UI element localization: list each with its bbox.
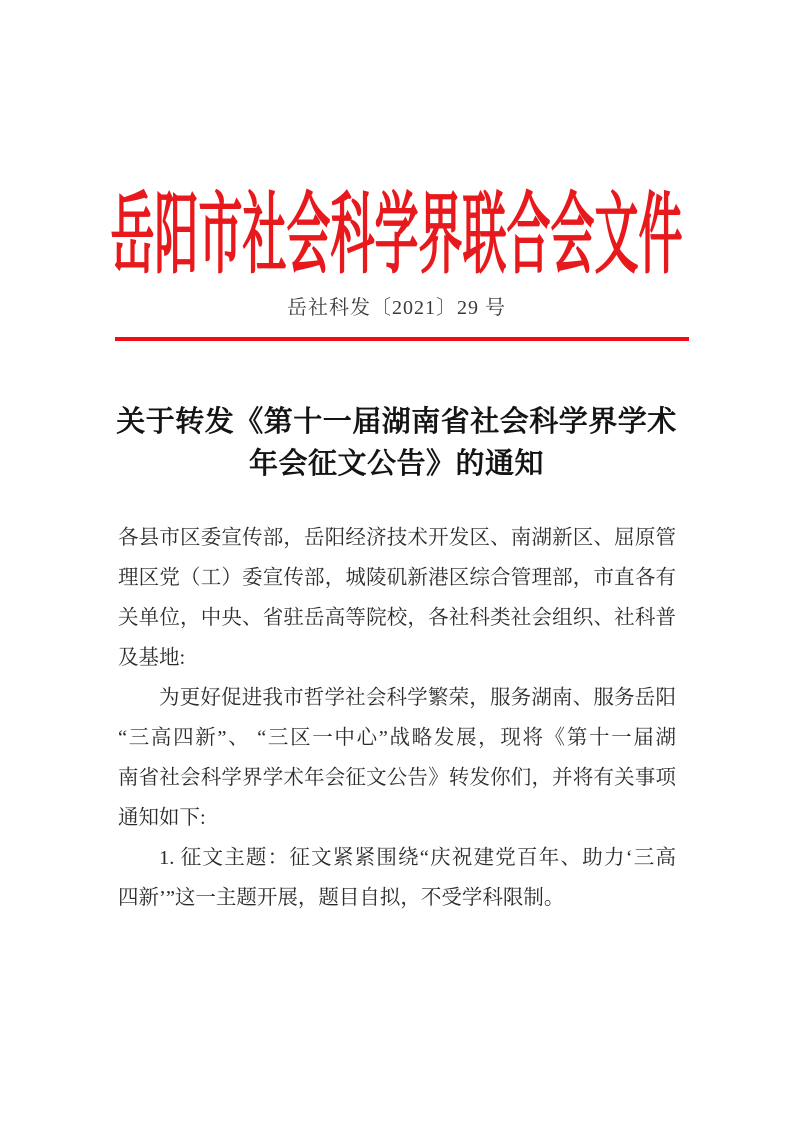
body-line: 及基地: [118, 647, 186, 669]
red-divider-line [115, 337, 689, 341]
body-line: 通知如下: [118, 807, 206, 829]
body-line: 四新’”这一主题开展，题目自拟，不受学科限制。 [118, 887, 565, 909]
body-line: 1. 征文主题：征文紧紧围绕“庆祝建党百年、助力‘三高 [159, 847, 676, 869]
body-line: 各县市区委宣传部，岳阳经济技术开发区、南湖新区、屈原管 [118, 527, 676, 549]
body-line: “三高四新”、 “三区一中心”战略发展，现将《第十一届湖 [118, 727, 676, 749]
document-title-line1: 关于转发《第十一届湖南省社会科学界学术 [116, 406, 677, 438]
body-line: 关单位，中央、省驻岳高等院校，各社科类社会组织、社科普 [118, 607, 676, 629]
body-line: 南省社会科学界学术年会征文公告》转发你们，并将有关事项 [118, 767, 676, 789]
document-body [118, 518, 676, 918]
document-title-line2: 年会征文公告》的通知 [248, 448, 544, 480]
document-title [0, 401, 793, 485]
body-line: 为更好促进我市哲学社会科学繁荣，服务湖南、服务岳阳 [159, 687, 676, 709]
document-reference-number: 岳社科发〔2021〕29 号 [287, 297, 506, 319]
issuing-org-masthead: 岳阳市社会科学界联合会文件 [110, 186, 683, 286]
body-line: 理区党（工）委宣传部，城陵矶新港区综合管理部，市直各有 [118, 567, 676, 589]
